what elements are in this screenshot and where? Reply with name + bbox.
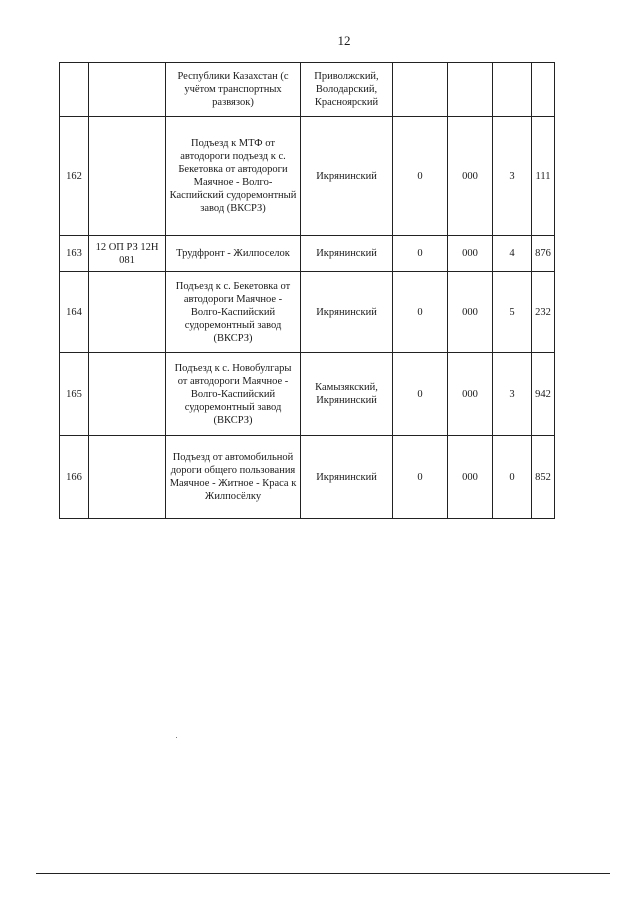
road-id-cell [89, 353, 166, 436]
road-id-cell [89, 272, 166, 353]
value-d-cell: 852 [532, 436, 555, 519]
road-id-cell [89, 63, 166, 117]
value-b-cell: 000 [448, 236, 493, 272]
value-a-cell [393, 63, 448, 117]
row-number-cell: 163 [60, 236, 89, 272]
row-number-cell: 162 [60, 117, 89, 236]
value-c-cell: 0 [493, 436, 532, 519]
page-number: 12 [337, 33, 351, 48]
value-c-cell [493, 63, 532, 117]
row-number-cell: 165 [60, 353, 89, 436]
table-row [60, 272, 555, 353]
row-number-cell: 166 [60, 436, 89, 519]
road-name-cell: Подъезд от автомобильной дороги общего пользования Маячное - Житное - Краса к Жилпосёлку [166, 436, 301, 519]
district-cell: Икрянинский [301, 117, 393, 236]
row-number-cell: 164 [60, 272, 89, 353]
value-a-cell: 0 [393, 272, 448, 353]
value-d-cell: 942 [532, 353, 555, 436]
value-c-cell: 3 [493, 117, 532, 236]
value-b-cell: 000 [448, 353, 493, 436]
value-c-cell: 5 [493, 272, 532, 353]
road-name-cell: Подъезд к МТФ от автодороги подъезд к с. Бекетовка от автодороги Маячное - Волго-Каспийский судоремонтный завод (ВКСРЗ) [166, 117, 301, 236]
road-name-cell: Подъезд к с. Бекетовка от автодороги Маячное - Волго-Каспийский судоремонтный завод (ВКСРЗ) [166, 272, 301, 353]
district-cell: Икрянинский [301, 272, 393, 353]
value-a-cell: 0 [393, 236, 448, 272]
table-row [60, 63, 555, 117]
roads-table [59, 62, 555, 519]
value-d-cell: 232 [532, 272, 555, 353]
road-name-cell: Трудфронт - Жилпоселок [166, 236, 301, 272]
road-name-cell: Подъезд к с. Новобулгары от автодороги Маячное - Волго-Каспийский судоремонтный завод (ВКСРЗ) [166, 353, 301, 436]
district-cell: Икрянинский [301, 436, 393, 519]
row-number-cell [60, 63, 89, 117]
district-cell: Приволжский, Володарский, Красноярский [301, 63, 393, 117]
table-row [60, 436, 555, 519]
road-id-cell: 12 ОП РЗ 12Н 081 [89, 236, 166, 272]
value-b-cell [448, 63, 493, 117]
table-row [60, 353, 555, 436]
value-d-cell: 111 [532, 117, 555, 236]
value-c-cell: 3 [493, 353, 532, 436]
value-a-cell: 0 [393, 117, 448, 236]
road-id-cell [89, 117, 166, 236]
value-b-cell: 000 [448, 436, 493, 519]
road-id-cell [89, 436, 166, 519]
value-b-cell: 000 [448, 117, 493, 236]
value-a-cell: 0 [393, 353, 448, 436]
table-row [60, 236, 555, 272]
road-name-cell: Республики Казахстан (с учётом транспортных развязок) [166, 63, 301, 117]
value-b-cell: 000 [448, 272, 493, 353]
value-a-cell: 0 [393, 436, 448, 519]
table-row [60, 117, 555, 236]
footer-rule [36, 873, 610, 874]
value-d-cell: 876 [532, 236, 555, 272]
district-cell: Икрянинский [301, 236, 393, 272]
value-c-cell: 4 [493, 236, 532, 272]
scan-speck [176, 737, 177, 738]
district-cell: Камызякский, Икрянинский [301, 353, 393, 436]
value-d-cell [532, 63, 555, 117]
